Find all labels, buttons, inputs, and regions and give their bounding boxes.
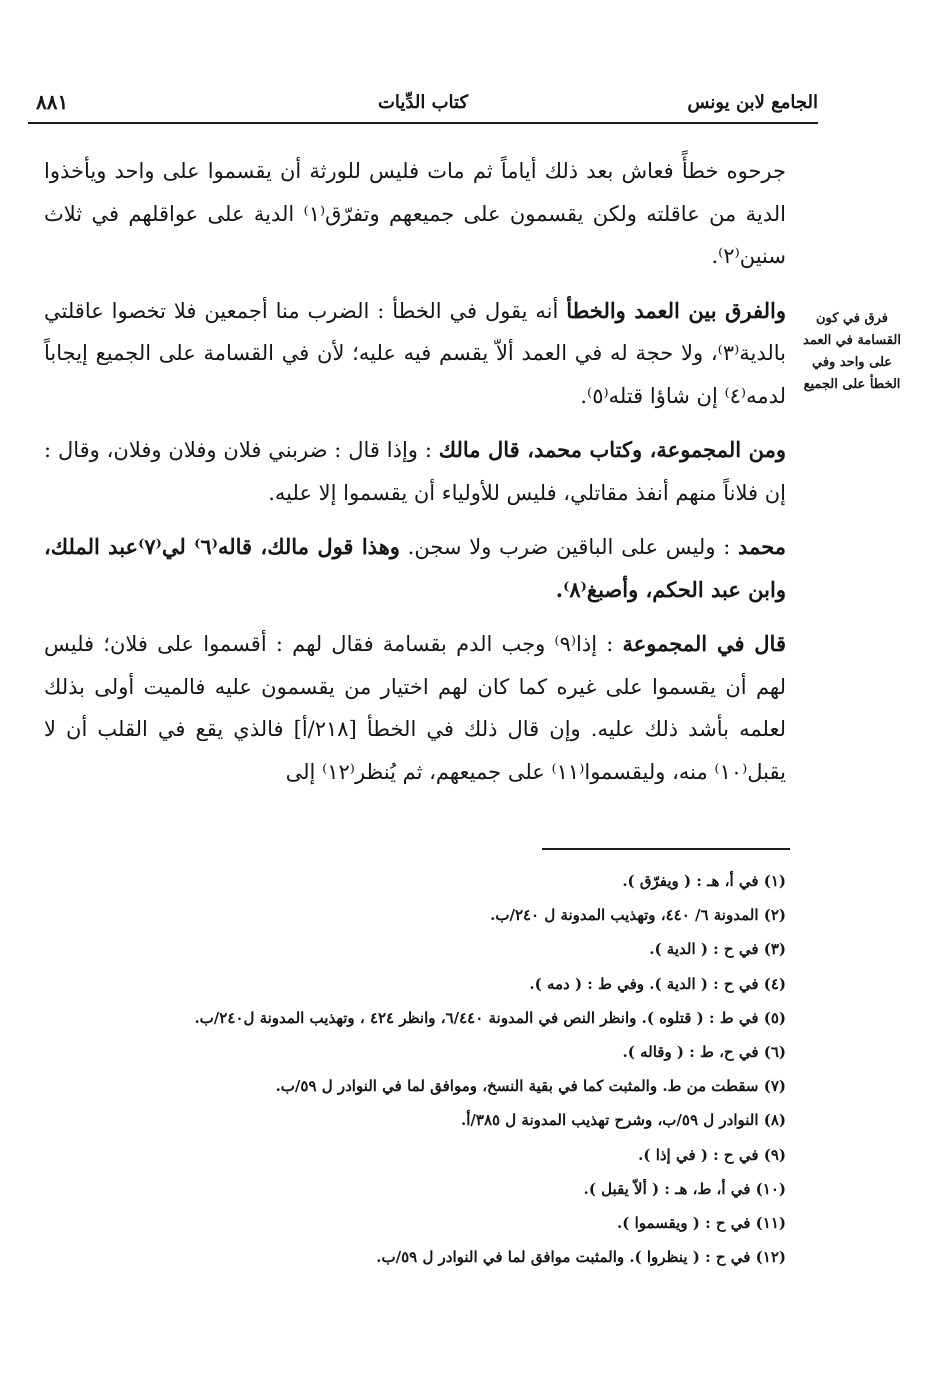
paragraph-text: : وإذا قال : ضربني فلان وفلان وفلان، وقال : إن فلاناً منهم أنفذ مقاتلي، فليس للأولياء أن يقسموا إلا عليه. — [44, 438, 786, 505]
paragraph-emphasis: وهذا قول مالك، قاله⁽٦⁾ لي⁽٧⁾عبد الملك، وابن عبد الحكم، وأصبغ⁽٨⁾. — [44, 534, 786, 602]
footnote: (٣) في ح : ( الدية ). — [649, 940, 786, 959]
footnote: (١١) في ح : ( ويقسموا ). — [617, 1214, 786, 1233]
paragraph — [44, 526, 786, 611]
paragraph-lead: والفرق بين العمد والخطأ — [566, 297, 786, 323]
footnote: (١٠) في أ، ط، هـ : ( ألاّ يقبل ). — [583, 1179, 786, 1198]
margin-note: فرق في كون القسامة في العمد على واحد وفي الخطأ على الجميع — [803, 311, 901, 392]
footnote-divider — [542, 848, 790, 850]
paragraph-lead: قال في المجموعة — [622, 631, 786, 656]
paragraph — [44, 150, 786, 278]
footnotes — [70, 864, 786, 1274]
paragraph-lead: محمد — [738, 534, 786, 559]
paragraph — [44, 290, 786, 418]
main-text — [44, 150, 786, 805]
footnote: (٤) في ح : ( الدية ). وفي ط : ( دمه ). — [529, 974, 786, 993]
chapter-title: كتاب الدِّيات — [377, 92, 469, 113]
paragraph — [44, 623, 786, 793]
page-number: ٨٨١ — [36, 90, 69, 114]
running-header — [28, 88, 818, 122]
footnote: (٥) في ط : ( قتلوه ). وانظر النص في المدونة ٦/٤٤٠، وانظر ٤٢٤ ، وتهذيب المدونة ل٢٤٠/ب. — [194, 1008, 786, 1027]
footnote: (١٢) في ح : ( ينظروا ). والمثبت موافق لما في النوادر ل ٥٩/ب. — [376, 1248, 786, 1267]
paragraph — [44, 429, 786, 514]
paragraph-text: : إذا⁽٩⁾ وجب الدم بقسامة فقال لهم : أقسموا على فلان؛ فليس لهم أن يقسموا على غيره كما كان لهم اختيار من يقسمون عليه فالميت أولى بذلك لعلمه بأشد ذلك عليه. وإن قال ذلك في الخطأ [٢١٨/أ] فالذي يقع في القلب أن لا يقبل⁽١٠⁾ منه، وليقسموا⁽١١⁾ على جميعهم، ثم يُنظر⁽١٢⁾ إلى — [44, 632, 786, 784]
paragraph-text: جرحوه خطأً فعاش بعد ذلك أياماً ثم مات فليس للورثة أن يقسموا على واحد ويأخذوا الدية من عاقلته ولكن يقسمون على جميعهم وتفرّق⁽١⁾ الدية على عواقلهم في ثلاث سنين⁽٢⁾. — [44, 159, 786, 268]
footnote: (٩) في ح : ( في إذا ). — [638, 1145, 786, 1164]
footnote: (٢) المدونة ٦/ ٤٤٠، وتهذيب المدونة ل ٢٤٠/ب. — [490, 906, 786, 925]
paragraph-text: أنه يقول في الخطأ : الضرب منا أجمعين فلا تخصوا عاقلتي بالدية⁽٣⁾، ولا حجة له في العمد ألاّ يقسم فيه عليه؛ لأن في القسامة على الجميع إيجاباً لدمه⁽٤⁾ إن شاؤا قتله⁽٥⁾. — [44, 298, 786, 408]
paragraph-text: : وليس على الباقين ضرب ولا سجن. — [399, 535, 739, 559]
footnote: (٨) النوادر ل ٥٩/ب، وشرح تهذيب المدونة ل ٣٨٥/أ. — [461, 1111, 786, 1130]
footnote: (١) في أ، هـ : ( ويفرّق ). — [622, 872, 786, 890]
book-title: الجامع لابن يونس — [687, 92, 818, 113]
footnote: (٦) في ح، ط : ( وقاله ). — [622, 1043, 786, 1062]
footnote: (٧) سقطت من ط. والمثبت كما في بقية النسخ، وموافق لما في النوادر ل ٥٩/ب. — [275, 1077, 786, 1096]
header-divider — [28, 122, 818, 124]
paragraph-lead: ومن المجموعة، وكتاب محمد، قال مالك — [438, 437, 786, 462]
